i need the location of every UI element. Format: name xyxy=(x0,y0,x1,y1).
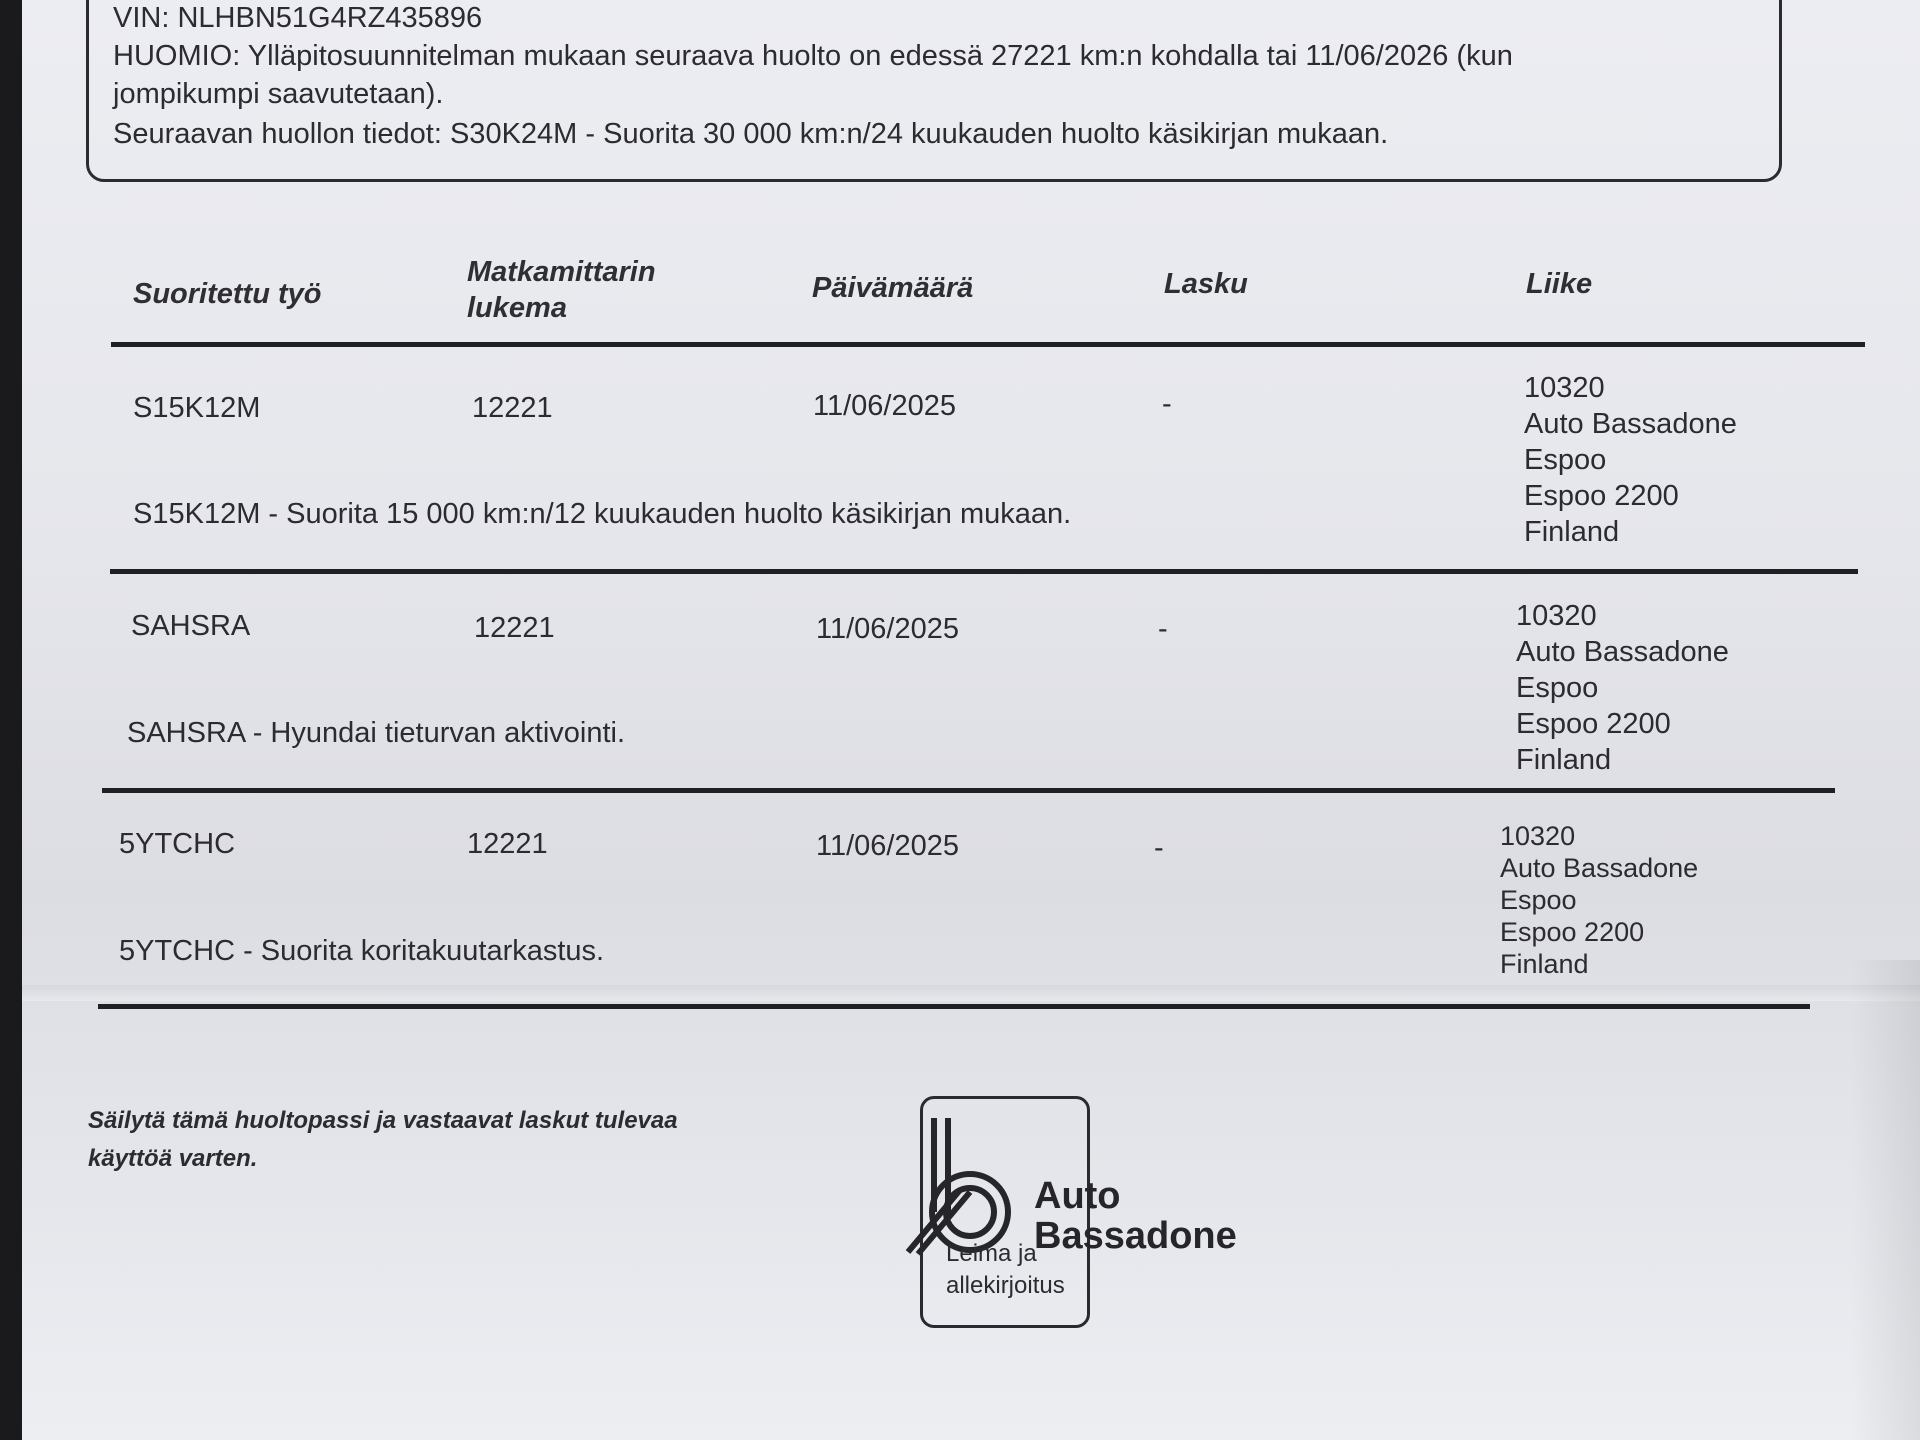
row-1-description: S15K12M - Suorita 15 000 km:n/12 kuukauden huolto käsikirjan mukaan. xyxy=(133,498,1072,530)
shop-name: Auto Bassadone xyxy=(1500,853,1699,883)
shop-name: Auto Bassadone xyxy=(1524,408,1737,440)
shop-country: Finland xyxy=(1500,949,1589,979)
header-rule xyxy=(111,342,1865,347)
keep-booklet-note xyxy=(88,1102,678,1178)
shop-country: Finland xyxy=(1524,516,1620,548)
shop-city: Espoo xyxy=(1524,444,1607,476)
notice-line-2: jompikumpi saavutetaan). xyxy=(113,78,444,110)
row-3-date: 11/06/2025 xyxy=(816,830,959,862)
row-2-date: 11/06/2025 xyxy=(816,613,959,645)
next-service-text: Seuraavan huollon tiedot: S30K24M - Suorita 30 000 km:n/24 kuukauden huolto käsikirjan mukaan. xyxy=(113,118,1389,150)
row-1-odometer: 12221 xyxy=(472,392,553,424)
column-header-invoice: Lasku xyxy=(1164,268,1248,300)
shop-city: Espoo xyxy=(1500,885,1577,915)
row-3-description: 5YTCHC - Suorita koritakuutarkastus. xyxy=(119,935,605,967)
row-3-shop xyxy=(1500,820,1698,980)
row-1-invoice: - xyxy=(1162,388,1172,420)
row-3-odometer: 12221 xyxy=(467,828,548,860)
column-header-date: Päivämäärä xyxy=(812,272,974,304)
shop-postal: Espoo 2200 xyxy=(1524,480,1679,512)
paper-fold xyxy=(22,985,1920,1001)
column-header-odometer-2: lukema xyxy=(467,292,567,324)
row-2-description: SAHSRA - Hyundai tieturvan aktivointi. xyxy=(127,717,626,749)
shop-city: Espoo xyxy=(1516,672,1599,704)
row-2-invoice: - xyxy=(1158,613,1168,645)
row-1-shop xyxy=(1524,370,1737,550)
shop-name: Auto Bassadone xyxy=(1516,636,1729,668)
keep-note-line-2: käyttöä varten. xyxy=(88,1145,258,1172)
stamp-label-line-2: allekirjoitus xyxy=(946,1272,1065,1299)
shop-id: 10320 xyxy=(1524,372,1605,404)
logo-text-auto: Auto xyxy=(1034,1175,1121,1217)
row-2-shop xyxy=(1516,598,1729,778)
shop-postal: Espoo 2200 xyxy=(1516,708,1671,740)
column-header-odometer-1: Matkamittarin xyxy=(467,256,656,288)
column-header-work: Suoritettu työ xyxy=(133,278,322,310)
shop-postal: Espoo 2200 xyxy=(1500,917,1645,947)
shop-country: Finland xyxy=(1516,744,1612,776)
row-1-date: 11/06/2025 xyxy=(813,390,956,422)
shop-id: 10320 xyxy=(1516,600,1597,632)
column-header-shop: Liike xyxy=(1526,268,1593,300)
row-1-code: S15K12M xyxy=(133,392,261,424)
row-3-rule xyxy=(98,1004,1810,1009)
row-2-rule xyxy=(102,788,1835,793)
vin-text: VIN: NLHBN51G4RZ435896 xyxy=(113,2,483,34)
row-2-odometer: 12221 xyxy=(474,612,555,644)
row-2-code: SAHSRA xyxy=(131,610,251,642)
notice-line-1: HUOMIO: Ylläpitosuunnitelman mukaan seuraava huolto on edessä 27221 km:n kohdalla tai 11/06/2026 (kun xyxy=(113,40,1513,72)
row-1-rule xyxy=(110,569,1858,574)
logo-text-bassadone: Bassadone xyxy=(1034,1215,1237,1257)
keep-note-line-1: Säilytä tämä huoltopassi ja vastaavat laskut tulevaa xyxy=(88,1107,678,1134)
shop-id: 10320 xyxy=(1500,821,1576,851)
stamp-label xyxy=(946,1238,1065,1302)
row-3-code: 5YTCHC xyxy=(119,828,236,860)
row-3-invoice: - xyxy=(1154,832,1164,864)
paper-shadow xyxy=(1850,960,1920,1440)
stamp-label-line-1: Leima ja xyxy=(946,1240,1037,1267)
